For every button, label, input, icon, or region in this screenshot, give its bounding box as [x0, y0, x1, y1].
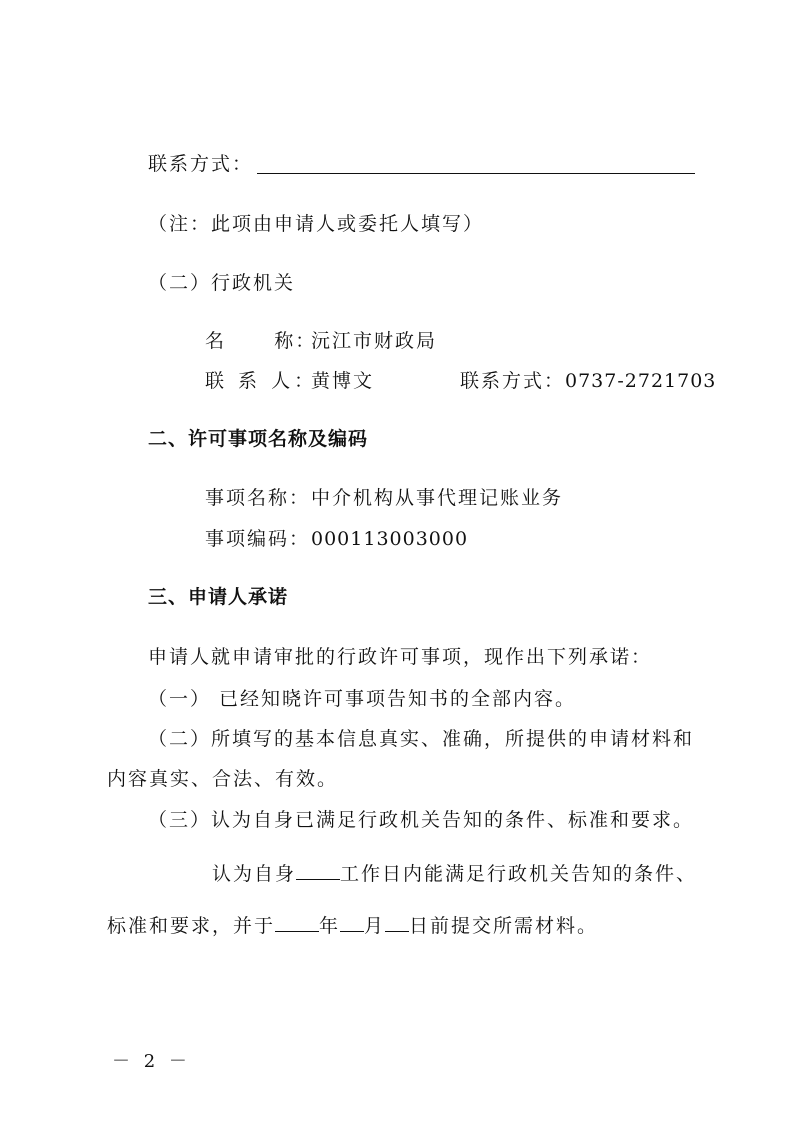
- promise-item-1: （一） 已经知晓许可事项告知书的全部内容。: [148, 688, 577, 710]
- promise-item-2-line-1: （二）所填写的基本信息真实、准确，所提供的申请材料和: [148, 728, 695, 750]
- fill-text-day: 日前提交所需材料。: [409, 915, 599, 937]
- fill-paragraph-line-2: [107, 913, 598, 938]
- contact-label: 联系方式：: [148, 153, 254, 175]
- month-blank[interactable]: [340, 913, 364, 932]
- fill-text-month: 月: [364, 915, 386, 937]
- fill-text-standards: 标准和要求，并于: [107, 915, 276, 937]
- fill-text-workdays: 工作日内能满足行政机关告知的条件、: [340, 863, 698, 885]
- item-code-value: 000113003000: [311, 528, 469, 550]
- admin-name-label: 名 称：: [205, 330, 317, 352]
- admin-phone-value: 0737-2721703: [565, 370, 717, 392]
- day-blank[interactable]: [385, 913, 409, 932]
- contact-blank-line: [257, 173, 695, 174]
- section-two-heading: 二、许可事项名称及编码: [148, 428, 369, 450]
- workdays-blank[interactable]: [296, 861, 340, 880]
- admin-name-value: 沅江市财政局: [311, 330, 438, 352]
- section-three-heading: 三、申请人承诺: [148, 586, 289, 608]
- promise-item-2-line-2: 内容真实、合法、有效。: [107, 768, 339, 790]
- page-number: － 2 －: [112, 1051, 191, 1072]
- note-text: （注：此项由申请人或委托人填写）: [148, 213, 485, 235]
- item-code-label: 事项编码：: [205, 528, 311, 550]
- fill-text-year: 年: [319, 915, 341, 937]
- admin-phone-label: 联系方式：: [460, 370, 566, 392]
- item-name-value: 中介机构从事代理记账业务: [311, 487, 564, 509]
- fill-text-self: 认为自身: [212, 863, 297, 885]
- admin-contact-person-label: 联 系 人：: [205, 370, 318, 392]
- item-name-label: 事项名称：: [205, 487, 311, 509]
- admin-contact-person-value: 黄博文: [311, 370, 375, 392]
- promise-item-3: （三）认为自身已满足行政机关告知的条件、标准和要求。: [148, 809, 695, 831]
- promise-intro: 申请人就申请审批的行政许可事项，现作出下列承诺：: [148, 646, 653, 668]
- fill-paragraph-line-1: [212, 861, 697, 886]
- year-blank[interactable]: [275, 913, 319, 932]
- section-admin-heading: （二）行政机关: [148, 272, 296, 294]
